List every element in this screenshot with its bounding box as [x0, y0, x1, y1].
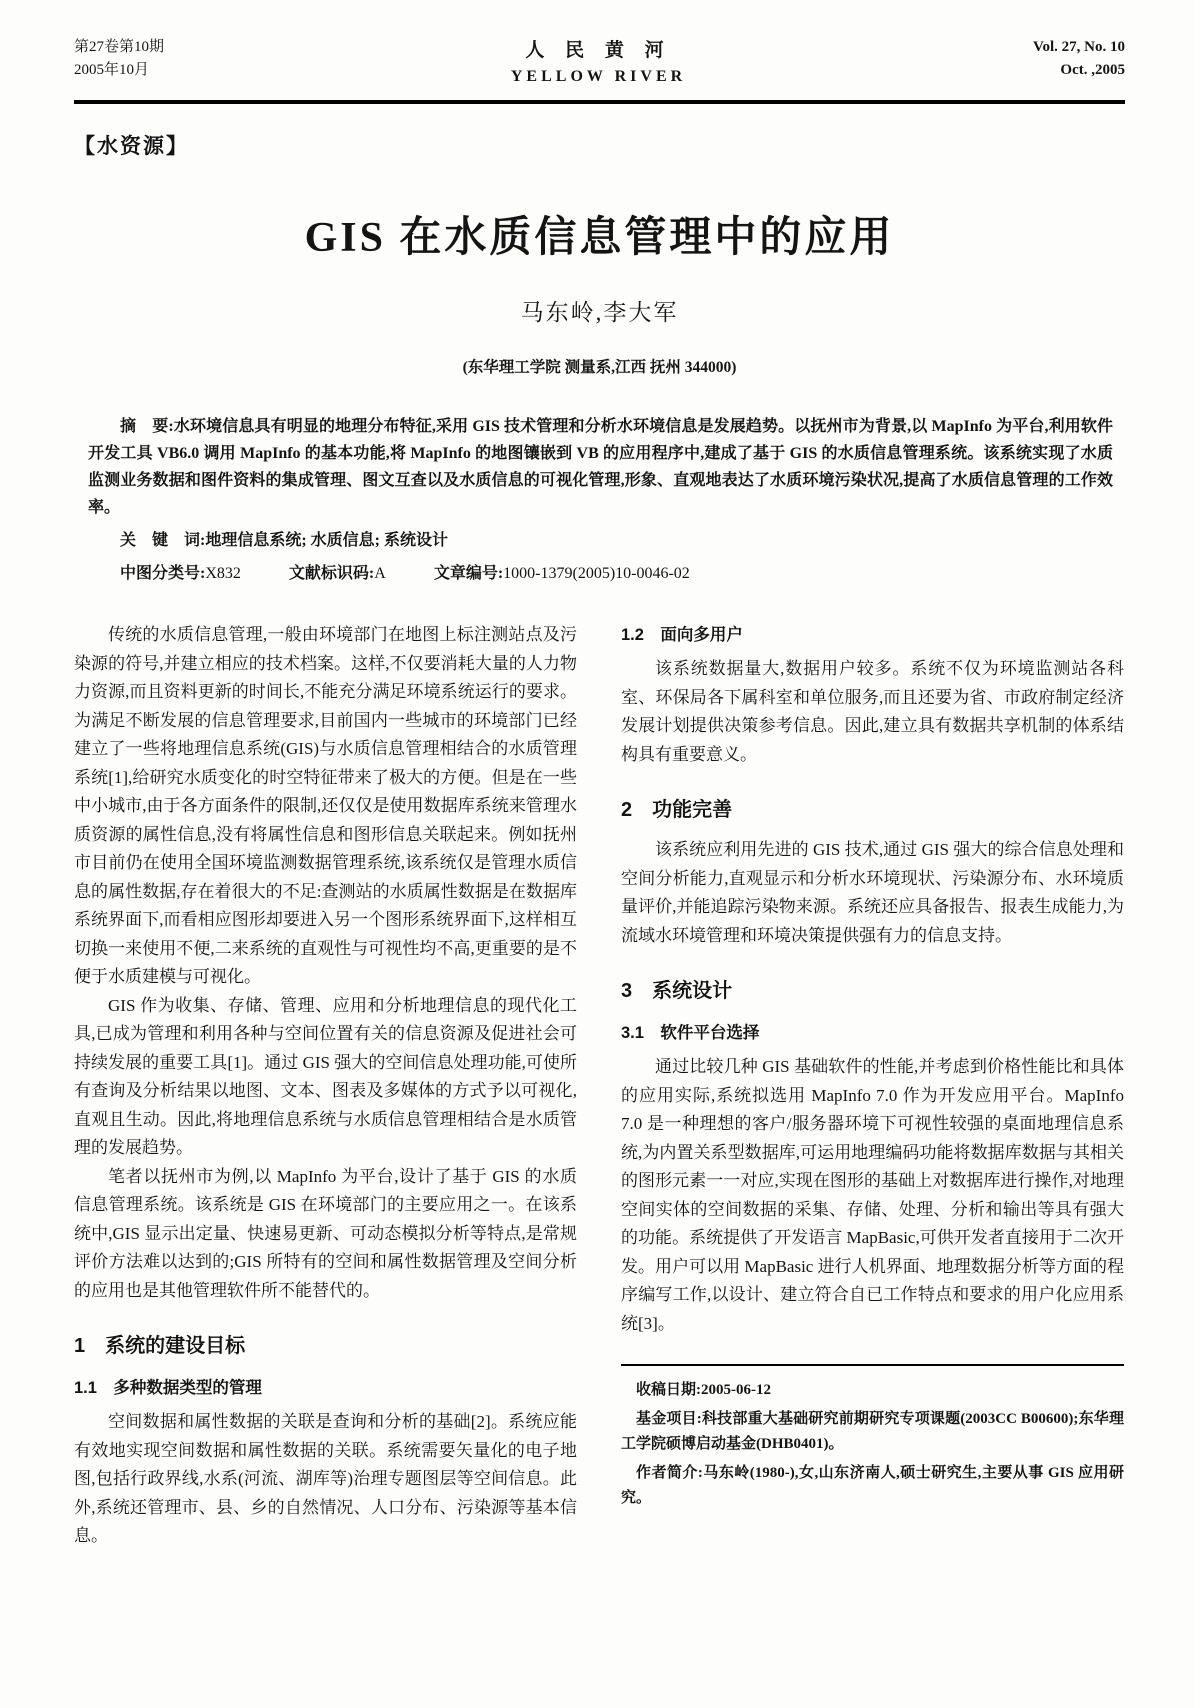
journal-title-cn: 人 民 黄 河 — [525, 40, 672, 61]
author-bio-note — [621, 1461, 1124, 1511]
footer-notes — [621, 1364, 1124, 1511]
header-volume-info — [74, 36, 164, 83]
keywords-text: 地理信息系统; 水质信息; 系统设计 — [205, 532, 449, 550]
intro-paragraph-1: 传统的水质信息管理,一般由环境部门在地图上标注测站点及污染源的符号,并建立相应的技术档案。这样,不仅要消耗大量的人力物力资源,而且资料更新的时间长,不能充分满足环境系统运行的要求。为满足不断发展的信息管理要求,目前国内一些城市的环境部门已经建立了一些将地理信息系统(GIS)与水质信息管理相结合的水质管理系统[1],给研究水质变化的时空特征带来了极大的方便。但是在一些中小城市,由于各方面条件的限制,还仅仅是使用数据库系统来管理水质资源的属性信息,没有将属性信息和图形信息关联起来。例如抚州市目前仍在使用全国环境监测数据管理系统,该系统仅是管理水质信息的属性数据,存在着很大的不足:查测站的水质属性数据是在数据库系统界面下,而看相应图形却要进入另一个图形系统界面下,这样相互切换一来使用不便,二来系统的直观性与可视性均不高,更重要的是不便于水质建模与可视化。 — [74, 625, 577, 987]
section-1-heading: 1 系统的建设目标 — [74, 1335, 246, 1358]
journal-title-block — [511, 36, 686, 90]
author-bio-label: 作者简介: — [636, 1465, 703, 1482]
intro-paragraph-3: 笔者以抚州市为例,以 MapInfo 为平台,设计了基于 GIS 的水质信息管理系统。该系统是 GIS 在环境部门的主要应用之一。在该系统中,GIS 显示出定量、快速易更新、可动态模拟分析等特点,是常规评价方法难以达到的;GIS 所特有的空间和属性数据管理及空间分析的应用也是其他管理软件所不能替代的。 — [74, 1166, 577, 1300]
right-column — [621, 621, 1124, 1551]
received-date-value: 2005-06-12 — [701, 1382, 771, 1399]
received-date-note — [621, 1378, 1124, 1403]
funding-value: 科技部重大基础研究前期研究专项课题(2003CC B00600);东华理工学院硕博启动基金(DHB0401)。 — [621, 1411, 1124, 1453]
journal-header — [74, 36, 1125, 104]
pub-date-en: Oct. ,2005 — [1060, 62, 1125, 79]
pub-date-cn: 2005年10月 — [74, 62, 150, 79]
classification-line — [88, 560, 1113, 587]
section-3-heading: 3 系统设计 — [621, 980, 733, 1003]
author-bio-value: 马东岭(1980-),女,山东济南人,硕士研究生,主要从事 GIS 应用研究。 — [621, 1465, 1124, 1507]
journal-title-en: YELLOW RIVER — [510, 68, 687, 86]
header-volume-info-en — [1033, 36, 1125, 83]
section-2-paragraph: 该系统应利用先进的 GIS 技术,通过 GIS 强大的综合信息处理和空间分析能力,直观显示和分析水环境现状、污染源分布、水环境质量评价,并能追踪污染物来源。系统还应具备报告、报表生成能力,为流域水环境管理和环境决策提供强有力的信息支持。 — [621, 840, 1124, 945]
doc-code-label: 文献标识码: — [288, 565, 375, 583]
section-1-1-heading: 1.1 多种数据类型的管理 — [74, 1379, 262, 1398]
article-id-label: 文章编号: — [433, 565, 504, 583]
clc-label: 中图分类号: — [120, 565, 206, 583]
paper-title: GIS 在水质信息管理中的应用 — [304, 215, 895, 262]
affiliation: (东华理工学院 测量系,江西 抚州 344000) — [462, 359, 737, 377]
funding-label: 基金项目: — [636, 1411, 702, 1428]
left-column — [74, 621, 577, 1551]
doc-code-value: A — [374, 565, 386, 583]
volume-issue-en: Vol. 27, No. 10 — [1033, 39, 1125, 55]
intro-paragraph-2: GIS 作为收集、存储、管理、应用和分析地理信息的现代化工具,已成为管理和利用各种与空间位置有关的信息资源及促进社会可持续发展的重要工具[1]。通过 GIS 强大的空间信息处理功能,可使所有查询及分析结果以地图、文本、图表及多媒体的方式予以可视化,直观且生动。因此,将地理信息系统与水质信息管理相结合是水质管理的发展趋势。 — [74, 995, 577, 1158]
abstract — [88, 413, 1113, 521]
authors: 马东岭,李大军 — [520, 300, 679, 326]
article-id-value: 1000-1379(2005)10-0046-02 — [503, 565, 690, 583]
section-3-1-paragraph: 通过比较几种 GIS 基础软件的性能,并考虑到价格性能比和具体的应用实际,系统拟选用 MapInfo 7.0 作为开发应用平台。MapInfo 7.0 是一种理想的客户/服务器环境下可视性较强的桌面地理信息系统,为内置关系型数据库,可运用地理编码功能将数据库数据与其相关的图形元素一一对应,实现在图形的基础上对数据库进行操作,对地理空间实体的空间数据的采集、存储、处理、分析和输出等具有强大的功能。系统提供了开发语言 MapBasic,可供开发者直接用于二次开发。用户可以用 MapBasic 进行人机界面、地理数据分析等方面的程序编写工作,以设计、建立符合自已工作特点和要求的用户化应用系统[3]。 — [621, 1057, 1124, 1333]
section-3-1-heading: 3.1 软件平台选择 — [621, 1024, 760, 1043]
keywords — [88, 527, 1113, 554]
category-tag: 【水资源】 — [74, 134, 189, 159]
clc-value: X832 — [205, 565, 241, 583]
funding-note — [621, 1407, 1124, 1457]
abstract-text: 水环境信息具有明显的地理分布特征,采用 GIS 技术管理和分析水环境信息是发展趋势。以抚州市为背景,以 MapInfo 为平台,利用软件开发工具 VB6.0 调用 MapInfo 的基本功能,将 MapInfo 的地图镶嵌到 VB 的应用程序中,建成了基于 GIS 的水质信息管理系统。该系统实现了水质监测业务数据和图件资料的集成管理、图文互查以及水质信息的可视化管理,形象、直观地表达了水质环境污染状况,提高了水质信息管理的工作效率。 — [88, 418, 1113, 517]
section-1-2-heading: 1.2 面向多用户 — [621, 626, 743, 645]
volume-issue-cn: 第27卷第10期 — [74, 39, 165, 55]
section-1-1-paragraph: 空间数据和属性数据的关联是查询和分析的基础[2]。系统应能有效地实现空间数据和属性数据的关联。系统需要矢量化的电子地图,包括行政界线,水系(河流、湖库等)治理专题图层等空间信息。此外,系统还管理市、县、乡的自然情况、人口分布、污染源等基本信息。 — [74, 1412, 577, 1546]
section-1-2-paragraph: 该系统数据量大,数据用户较多。系统不仅为环境监测站各科室、环保局各下属科室和单位服务,而且还要为省、市政府制定经济发展计划提供决策参考信息。因此,建立具有数据共享机制的体系结构具有重要意义。 — [621, 659, 1124, 764]
body-columns — [74, 621, 1125, 1551]
section-2-heading: 2 功能完善 — [621, 799, 733, 822]
abstract-label: 摘 要: — [120, 418, 174, 436]
received-date-label: 收稿日期: — [636, 1382, 701, 1399]
keywords-label: 关 键 词: — [120, 532, 206, 550]
